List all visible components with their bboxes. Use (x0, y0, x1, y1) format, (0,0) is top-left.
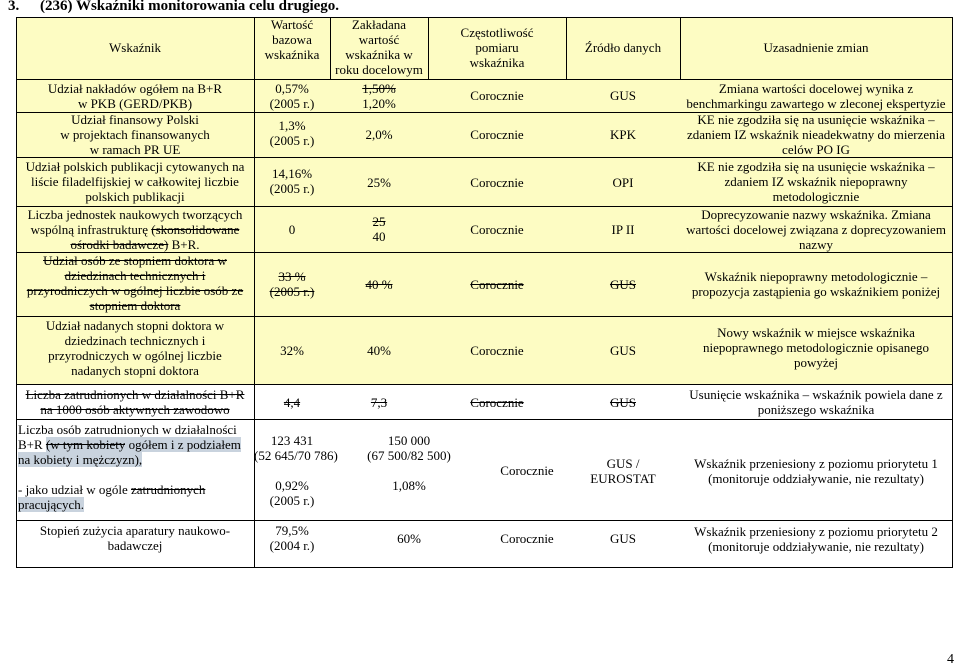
row-1-frequency: Corocznie (470, 88, 524, 103)
row-1-source: GUS (609, 88, 636, 103)
section-title: (236) Wskaźniki monitorowania celu drugiego. (40, 0, 340, 14)
header-target-value: Zakładana wartość wskaźnika w roku docelowym (335, 17, 423, 77)
row-9-target: 60% (397, 531, 421, 546)
row-4-source: IP II (611, 222, 635, 237)
row-2-indicator: Udział finansowy Polski w projektach finansowanych w ramach PR UE (60, 112, 210, 157)
row-8-justification: Wskaźnik przeniesiony z poziomu priorytetu 1 (monitoruje oddziaływanie, nie rezultaty) (694, 456, 938, 486)
row-3-frequency: Corocznie (470, 175, 524, 190)
row-4-target: 25 40 (372, 214, 386, 244)
row-6-source: GUS (609, 343, 636, 358)
row-4-frequency: Corocznie (470, 222, 524, 237)
row-2-frequency: Corocznie (470, 127, 524, 142)
row-4-indicator: Liczba jednostek naukowych tworzących wspólną infrastrukturę (skonsolidowane ośrodki badawcze) B+R. (27, 207, 243, 252)
row-3-indicator: Udział polskich publikacji cytowanych na liście filadelfijskiej w całkowitej liczbie polskich publikacji (25, 159, 245, 204)
row-8-base: 123 431 (52 645/70 786) 0,92% (2005 r.) (254, 433, 338, 508)
row-3-base: 14,16% (2005 r.) (269, 166, 315, 196)
row-7-justification: Usunięcie wskaźnika – wskaźnik powiela dane z poniższego wskaźnika (689, 387, 943, 417)
row-6-frequency: Corocznie (470, 343, 524, 358)
section-heading (8, 0, 339, 15)
page-number: 4 (947, 652, 954, 667)
row-8-source: GUS / EUROSTAT (590, 456, 656, 486)
row-1-target: 1,50% 1,20% (362, 81, 396, 111)
row-6-target: 40% (367, 343, 391, 358)
row-2-base: 1,3% (2005 r.) (269, 118, 315, 148)
row-6-base: 32% (280, 343, 304, 358)
header-justification: Uzasadnienie zmian (763, 40, 869, 55)
header-source: Źródło danych (584, 40, 662, 55)
row-9-indicator: Stopień zużycia aparatury naukowo- badawczej (39, 523, 231, 553)
header-base-value: Wartość bazowa wskaźnika (264, 17, 320, 62)
row-2-justification: KE nie zgodziła się na usunięcie wskaźnika – zdaniem IZ wskaźnik nieadekwatny do mierzenia celów PO IG (686, 112, 946, 157)
row-7-frequency: Corocznie (470, 395, 524, 410)
row-5-indicator: Udział osób ze stopniem doktora w dziedzinach technicznych i przyrodniczych w ogólnej liczbie osób ze stopniem doktora (26, 253, 244, 313)
row-5-target: 40 % (365, 277, 393, 292)
row-7-base: 4,4 (283, 395, 301, 410)
section-number: 3. (8, 0, 20, 14)
row-7-target: 7,3 (370, 395, 388, 410)
row-7-indicator: Liczba zatrudnionych w działalności B+R na 1000 osób aktywnych zawodowo (25, 387, 245, 417)
row-5-frequency: Corocznie (470, 277, 524, 292)
row-7-source: GUS (609, 395, 636, 410)
row-4-base: 0 (288, 222, 296, 237)
row-8-target: 150 000 (67 500/82 500) 1,08% (367, 433, 451, 493)
row-2-source: KPK (609, 127, 636, 142)
header-indicator: Wskaźnik (109, 40, 161, 55)
row-1-base: 0,57% (2005 r.) (269, 81, 315, 111)
row-6-justification: Nowy wskaźnik w miejsce wskaźnika niepoprawnego metodologicznie opisanego powyżej (703, 325, 929, 370)
row-8-frequency: Corocznie (500, 463, 554, 478)
row-5-justification: Wskaźnik niepoprawny metodologicznie – propozycja zastąpienia go wskaźnikiem poniżej (691, 269, 941, 299)
row-1-indicator: Udział nakładów ogółem na B+R w PKB (GERD/PKB) (47, 81, 223, 111)
row-4-justification: Doprecyzowanie nazwy wskaźnika. Zmiana wartości docelowej związana z doprecyzowaniem nazwy (686, 207, 946, 252)
row-6-indicator: Udział nadanych stopni doktora w dziedzinach technicznych i przyrodniczych w ogólnej liczbie nadanych stopni doktora (45, 318, 225, 378)
row-8-indicator: Liczba osób zatrudnionych w działalności B+R (w tym kobiety ogółem i z podziałem na kobiety i mężczyzn), - jako udział w ogóle zatrudnionych pracujących. (18, 422, 241, 512)
row-5-base: 33 % (2005 r.) (269, 269, 315, 299)
row-5-source: GUS (609, 277, 636, 292)
row-3-source: OPI (612, 175, 634, 190)
row-9-base: 79,5% (2004 r.) (269, 523, 315, 553)
row-2-target: 2,0% (365, 127, 393, 142)
row-9-justification: Wskaźnik przeniesiony z poziomu priorytetu 2 (monitoruje oddziaływanie, nie rezultaty) (694, 524, 938, 554)
header-frequency: Częstotliwość pomiaru wskaźnika (460, 25, 534, 70)
row-9-frequency: Corocznie (500, 531, 554, 546)
row-3-target: 25% (367, 175, 391, 190)
row-1-justification: Zmiana wartości docelowej wynika z benchmarkingu zawartego w zleconej ekspertyzie (686, 81, 946, 111)
row-9-source: GUS (609, 531, 636, 546)
row-3-justification: KE nie zgodziła się na usunięcie wskaźnika – zdaniem IZ wskaźnik niepoprawny metodologicznie (697, 159, 935, 204)
